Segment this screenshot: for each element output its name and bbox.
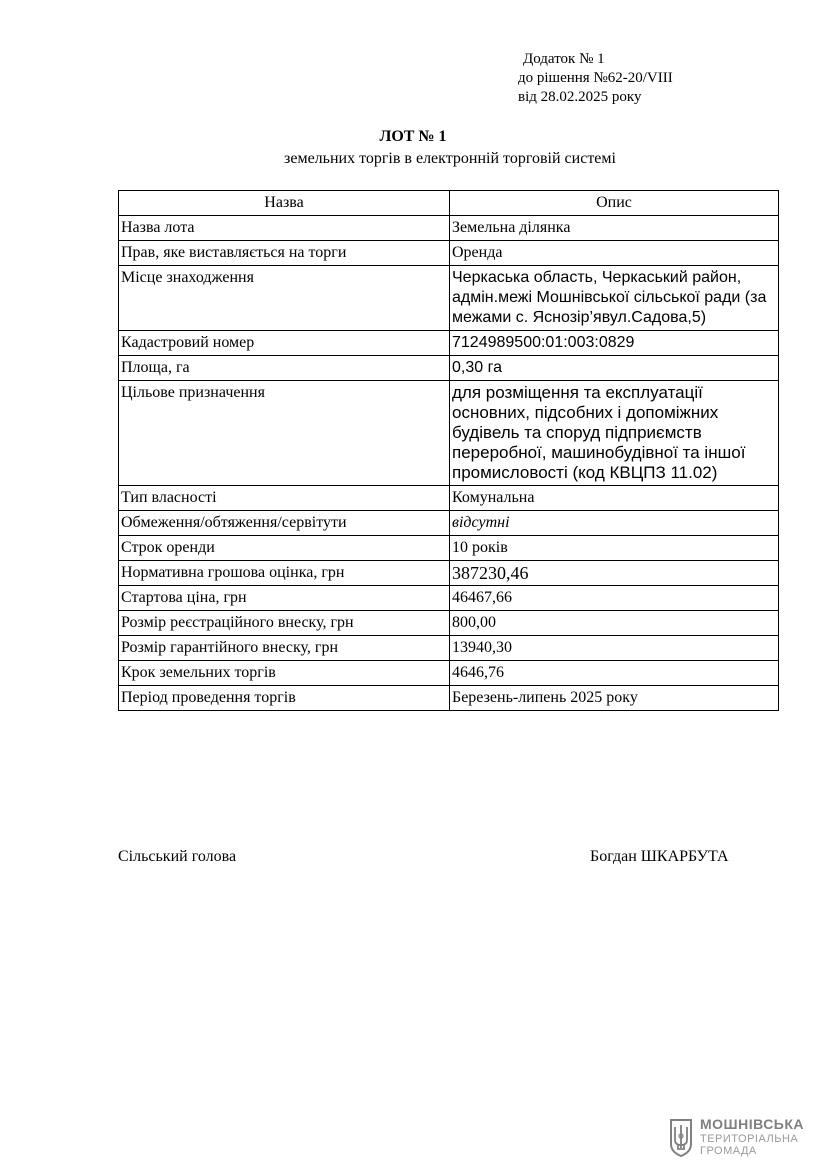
row-label: Тип власності xyxy=(119,486,450,511)
logo-name: МОШНІВСЬКА xyxy=(700,1116,805,1132)
table-row xyxy=(119,486,779,511)
row-value: Земельна ділянка xyxy=(450,216,779,241)
row-label: Період проведення торгів xyxy=(119,686,450,711)
row-label: Строк оренди xyxy=(119,536,450,561)
row-value: 387230,46 xyxy=(450,561,779,586)
row-label: Назва лота xyxy=(119,216,450,241)
community-logo xyxy=(668,1114,818,1162)
appendix-header xyxy=(518,50,673,107)
table-row xyxy=(119,561,779,586)
appendix-date: від 28.02.2025 року xyxy=(518,89,642,105)
row-label: Нормативна грошова оцінка, грн xyxy=(119,561,450,586)
table-row xyxy=(119,536,779,561)
table-row xyxy=(119,331,779,356)
table-row xyxy=(119,241,779,266)
appendix-decision: до рішення №62-20/VIII xyxy=(518,70,673,86)
appendix-number: Додаток № 1 xyxy=(523,51,605,67)
row-label: Розмір реєстраційного внеску, грн xyxy=(119,611,450,636)
table-row xyxy=(119,611,779,636)
row-label: Місце знаходження xyxy=(119,266,450,331)
row-value: 7124989500:01:003:0829 xyxy=(450,331,779,356)
table-row xyxy=(119,636,779,661)
table-row xyxy=(119,661,779,686)
row-label: Розмір гарантійного внеску, грн xyxy=(119,636,450,661)
row-label: Обмеження/обтяження/сервітути xyxy=(119,511,450,536)
row-value: Черкаська область, Черкаський район, адмін.межі Мошнівської сільської ради (за межами с. Яснозір’явул.Садова,5) xyxy=(450,266,779,331)
trident-coat-of-arms-icon xyxy=(668,1118,694,1158)
row-value: 13940,30 xyxy=(450,636,779,661)
signatory-name: Богдан ШКАРБУТА xyxy=(590,848,729,865)
row-label: Площа, га xyxy=(119,356,450,381)
row-value: Оренда xyxy=(450,241,779,266)
column-header-description: Опис xyxy=(450,191,779,216)
lot-subtitle: земельних торгів в електронній торговій системі xyxy=(284,150,616,167)
row-value: 10 років xyxy=(450,536,779,561)
row-value: Комунальна xyxy=(450,486,779,511)
column-header-name: Назва xyxy=(119,191,450,216)
logo-subtitle-line1: ТЕРИТОРІАЛЬНА xyxy=(700,1133,799,1145)
row-value: відсутні xyxy=(450,511,779,536)
lot-table xyxy=(118,190,779,711)
table-row xyxy=(119,216,779,241)
row-value: для розміщення та експлуатації основних, підсобних і допоміжних будівель та споруд підприємств переробної, машинобудівної та іншої промисловості (код КВЦПЗ 11.02) xyxy=(450,381,779,486)
table-row xyxy=(119,511,779,536)
row-label: Кадастровий номер xyxy=(119,331,450,356)
row-label: Цільове призначення xyxy=(119,381,450,486)
logo-subtitle-line2: ГРОМАДА xyxy=(700,1145,757,1157)
row-label: Прав, яке виставляється на торги xyxy=(119,241,450,266)
row-value: 46467,66 xyxy=(450,586,779,611)
table-row xyxy=(119,381,779,486)
table-row xyxy=(119,586,779,611)
signatory-position: Сільський голова xyxy=(118,848,237,865)
lot-title: ЛОТ № 1 xyxy=(379,128,447,145)
row-value: 4646,76 xyxy=(450,661,779,686)
table-row xyxy=(119,266,779,331)
row-label: Крок земельних торгів xyxy=(119,661,450,686)
table-row xyxy=(119,356,779,381)
row-value: 0,30 га xyxy=(450,356,779,381)
row-value: 800,00 xyxy=(450,611,779,636)
table-header-row xyxy=(119,191,779,216)
row-value: Березень-липень 2025 року xyxy=(450,686,779,711)
row-label: Стартова ціна, грн xyxy=(119,586,450,611)
table-row xyxy=(119,686,779,711)
